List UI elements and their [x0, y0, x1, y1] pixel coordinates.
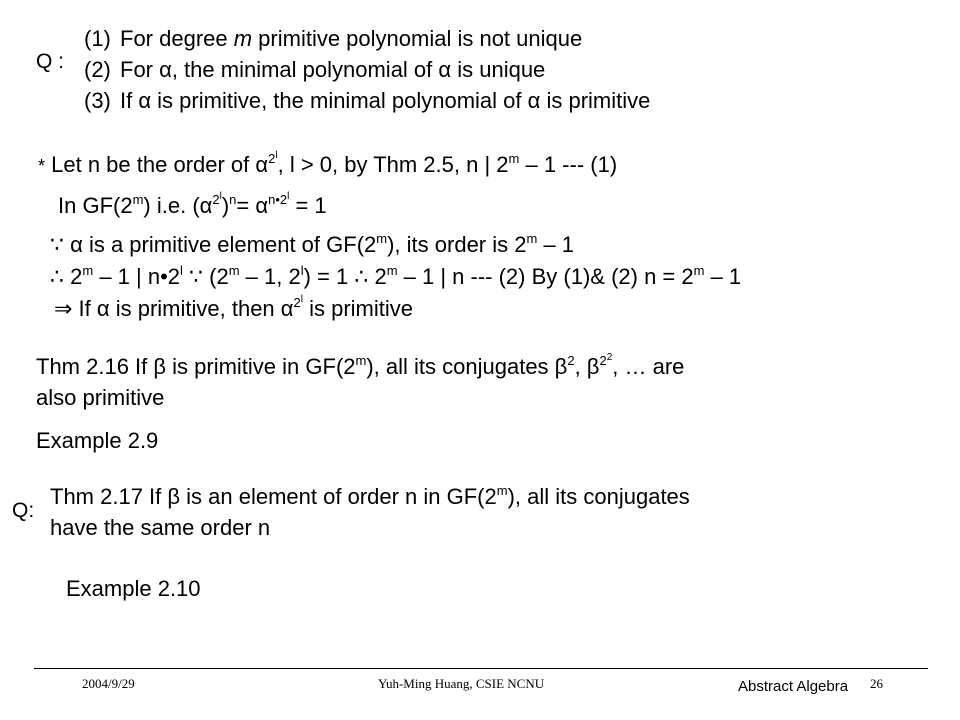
footer-course: Abstract Algebra [738, 678, 849, 695]
theorem-2-16-line-1: Thm 2.16 If β is primitive in GF(2$^m$), all its conjugates $\beta^2$, $\beta^{2^2}$, … are [36, 352, 685, 379]
question-1-number: (1) [84, 26, 111, 51]
proof-line-3: ∵ α is a primitive element of GF(2$^m$), its order is 2$^m$ – 1 [50, 231, 575, 257]
example-2-10: Example 2.10 [66, 576, 201, 601]
footer-page-number: 26 [870, 676, 883, 691]
question-2: (2) For α, the minimal polynomial of α is unique [84, 57, 546, 82]
example-2-9: Example 2.9 [36, 428, 159, 453]
bullet-star: * [38, 156, 46, 176]
theorem-2-17-line-2: have the same order n [50, 515, 271, 540]
implies-arrow-icon: ⇒ [54, 296, 73, 321]
proof-line-5: ⇒ If α is primitive, then $\alpha^{2^l}$ is primitive [54, 294, 413, 321]
theorem-2-16-line-2: also primitive [36, 385, 165, 410]
theorem-2-17-line-1: Thm 2.17 If β is an element of order n in GF(2$^m$), all its conjugates [50, 483, 690, 509]
proof-line-2: In GF(2$^m$) i.e. $(\alpha^{2^l})^n= \alpha^{n•2^l} = 1$ [58, 191, 327, 218]
proof-line-4: ∴ 2$^m$ – 1 | n•2$^l$ ∵ (2$^m$ – 1, $2^l) = 1$ ∴ 2$^m$ – 1 | n --- (2) By (1)& (2) $n = 2^m - 1$ [50, 263, 742, 289]
footer-divider [34, 668, 928, 669]
question-1: (1) For degree m primitive polynomial is not unique [84, 26, 583, 51]
footer-date: 2004/9/29 [82, 676, 135, 691]
question-label-1: Q : [36, 50, 65, 73]
question-3-number: (3) [84, 88, 111, 113]
question-2-number: (2) [84, 57, 111, 82]
proof-line-1: * Let n be the order of $\alpha^{2^l}$, l > 0, by Thm 2.5, n | 2$^m$ – 1 --- (1) [38, 150, 618, 177]
question-label-2: Q: [12, 499, 35, 522]
question-3: (3) If α is primitive, the minimal polynomial of α is primitive [84, 88, 651, 113]
footer-author: Yuh-Ming Huang, CSIE NCNU [378, 676, 545, 691]
